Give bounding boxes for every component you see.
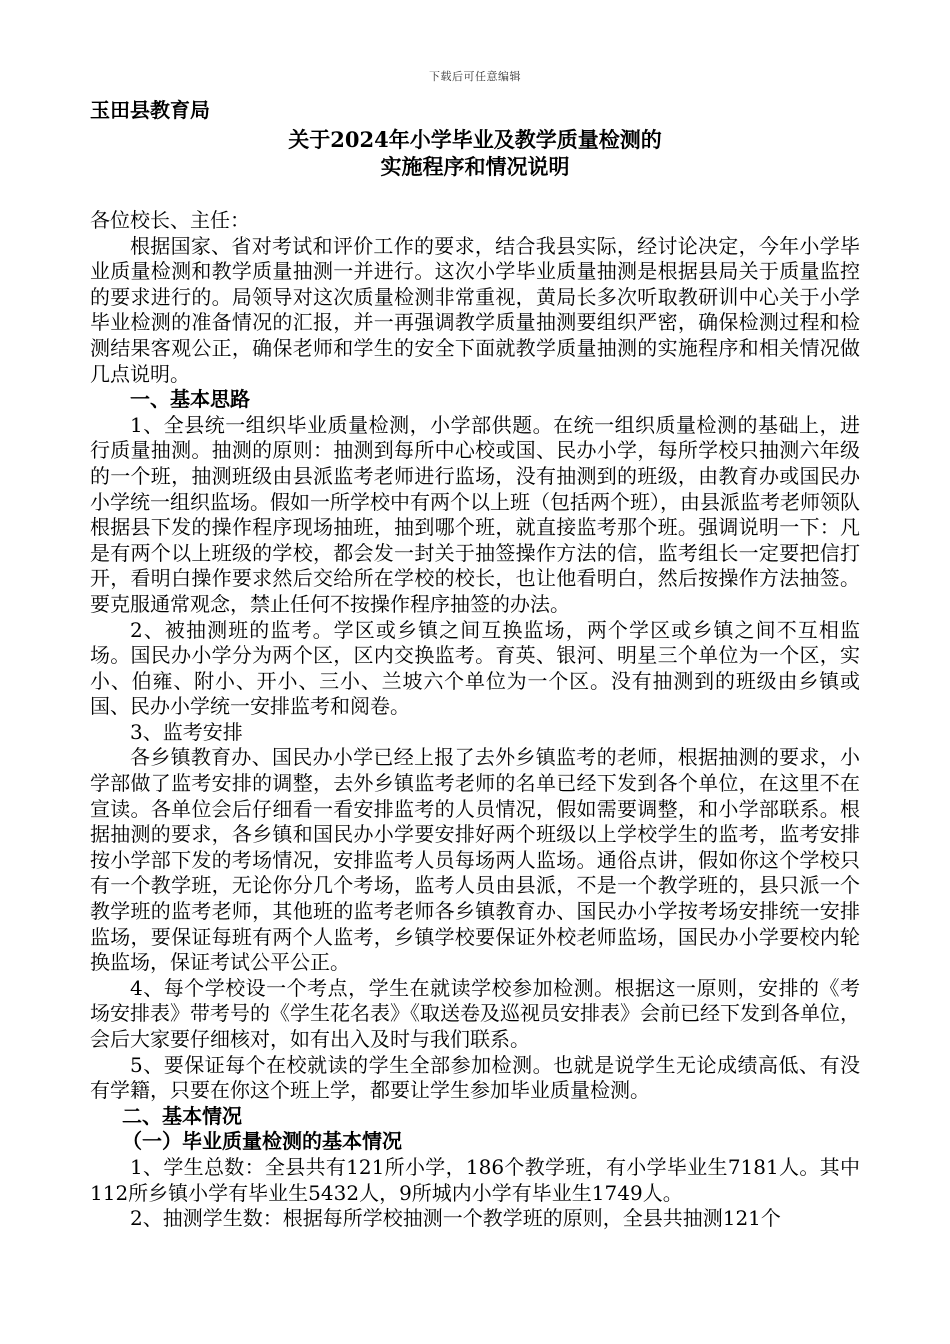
issuing-authority: 玉田县教育局 bbox=[90, 98, 210, 122]
document-title bbox=[90, 126, 860, 180]
salutation: 各位校长、主任： bbox=[90, 208, 250, 232]
intro-paragraph: 根据国家、省对考试和评价工作的要求，结合我县实际，经讨论决定，今年小学毕业质量检测和教学质量抽测一并进行。这次小学毕业质量抽测是根据县局关于质量监控的要求进行的。局领导对这次质量检测非常重视，黄局长多次听取教研训中心关于小学毕业检测的准备情况的汇报，并一再强调教学质量抽测要组织严密，确保检测过程和检测结果客观公正，确保老师和学生的安全下面就教学质量抽测的实施程序和相关情况做几点说明。 bbox=[90, 233, 860, 386]
document-body bbox=[90, 98, 860, 1232]
section-2-subheading: （一）毕业质量检测的基本情况 bbox=[122, 1129, 402, 1154]
section-2-item-2: 2、抽测学生数：根据每所学校抽测一个教学班的原则，全县共抽测121个 bbox=[130, 1206, 781, 1231]
section-1-item-4: 4、每个学校设一个考点，学生在就读学校参加检测。根据这一原则，安排的《考场安排表》带考号的《学生花名表》《取送卷及巡视员安排表》会前已经下发到各单位，会后大家要仔细核对，如有出入及时与我们联系。 bbox=[90, 975, 860, 1051]
section-2-heading: 二、基本情况 bbox=[122, 1103, 242, 1128]
title-line-1: 关于2024年小学毕业及教学质量检测的 bbox=[288, 127, 662, 152]
section-1-item-3: 各乡镇教育办、国民办小学已经上报了去外乡镇监考的老师，根据抽测的要求，小学部做了监考安排的调整，去外乡镇监考老师的名单已经下发到各个单位，在这里不在宣读。各单位会后仔细看一看安排监考的人员情况，假如需要调整，和小学部联系。根据抽测的要求，各乡镇和国民办小学要安排好两个班级以上学校学生的监考，监考安排按小学部下发的考场情况，安排监考人员每场两人监场。通俗点讲，假如你这个学校只有一个教学班，无论你分几个考场，监考人员由县派，不是一个教学班的，县只派一个教学班的监考老师，其他班的监考老师各乡镇教育办、国民办小学按考场安排统一安排监场，要保证每班有两个人监考，乡镇学校要保证外校老师监场，国民办小学要校内轮换监场，保证考试公平公正。 bbox=[90, 745, 860, 975]
section-1-item-5: 5、要保证每个在校就读的学生全部参加检测。也就是说学生无论成绩高低、有没有学籍，只要在你这个班上学，都要让学生参加毕业质量检测。 bbox=[90, 1052, 860, 1103]
section-1-item-2: 2、被抽测班的监考。学区或乡镇之间互换监场，两个学区或乡镇之间不互相监场。国民办小学分为两个区，区内交换监考。育英、银河、明星三个单位为一个区，实小、伯雍、附小、开小、三小、兰坡六个单位为一个区。没有抽测到的班级由乡镇或国、民办小学统一安排监考和阅卷。 bbox=[90, 617, 860, 719]
section-2-item-1: 1、学生总数：全县共有121所小学，186个教学班，有小学毕业生7181人。其中112所乡镇小学有毕业生5432人，9所城内小学有毕业生1749人。 bbox=[90, 1154, 860, 1205]
section-1-item-1: 1、全县统一组织毕业质量检测，小学部供题。在统一组织质量检测的基础上，进行质量抽测。抽测的原则：抽测到每所中心校或国、民办小学，每所学校只抽测六年级的一个班，抽测班级由县派监考老师进行监场，没有抽测到的班级，由教育办或国民办小学统一组织监场。假如一所学校中有两个以上班（包括两个班），由县派监考老师领队根据县下发的操作程序现场抽班，抽到哪个班，就直接监考那个班。强调说明一下：凡是有两个以上班级的学校，都会发一封关于抽签操作方法的信，监考组长一定要把信打开，看明白操作要求然后交给所在学校的校长，也让他看明白，然后按操作方法抽签。要克服通常观念，禁止任何不按操作程序抽签的办法。 bbox=[90, 412, 860, 616]
section-1-item-3-heading: 3、监考安排 bbox=[130, 719, 243, 744]
section-1-heading: 一、基本思路 bbox=[130, 387, 250, 412]
title-line-2: 实施程序和情况说明 bbox=[380, 154, 570, 179]
download-editable-note: 下载后可任意编辑 bbox=[429, 70, 521, 83]
